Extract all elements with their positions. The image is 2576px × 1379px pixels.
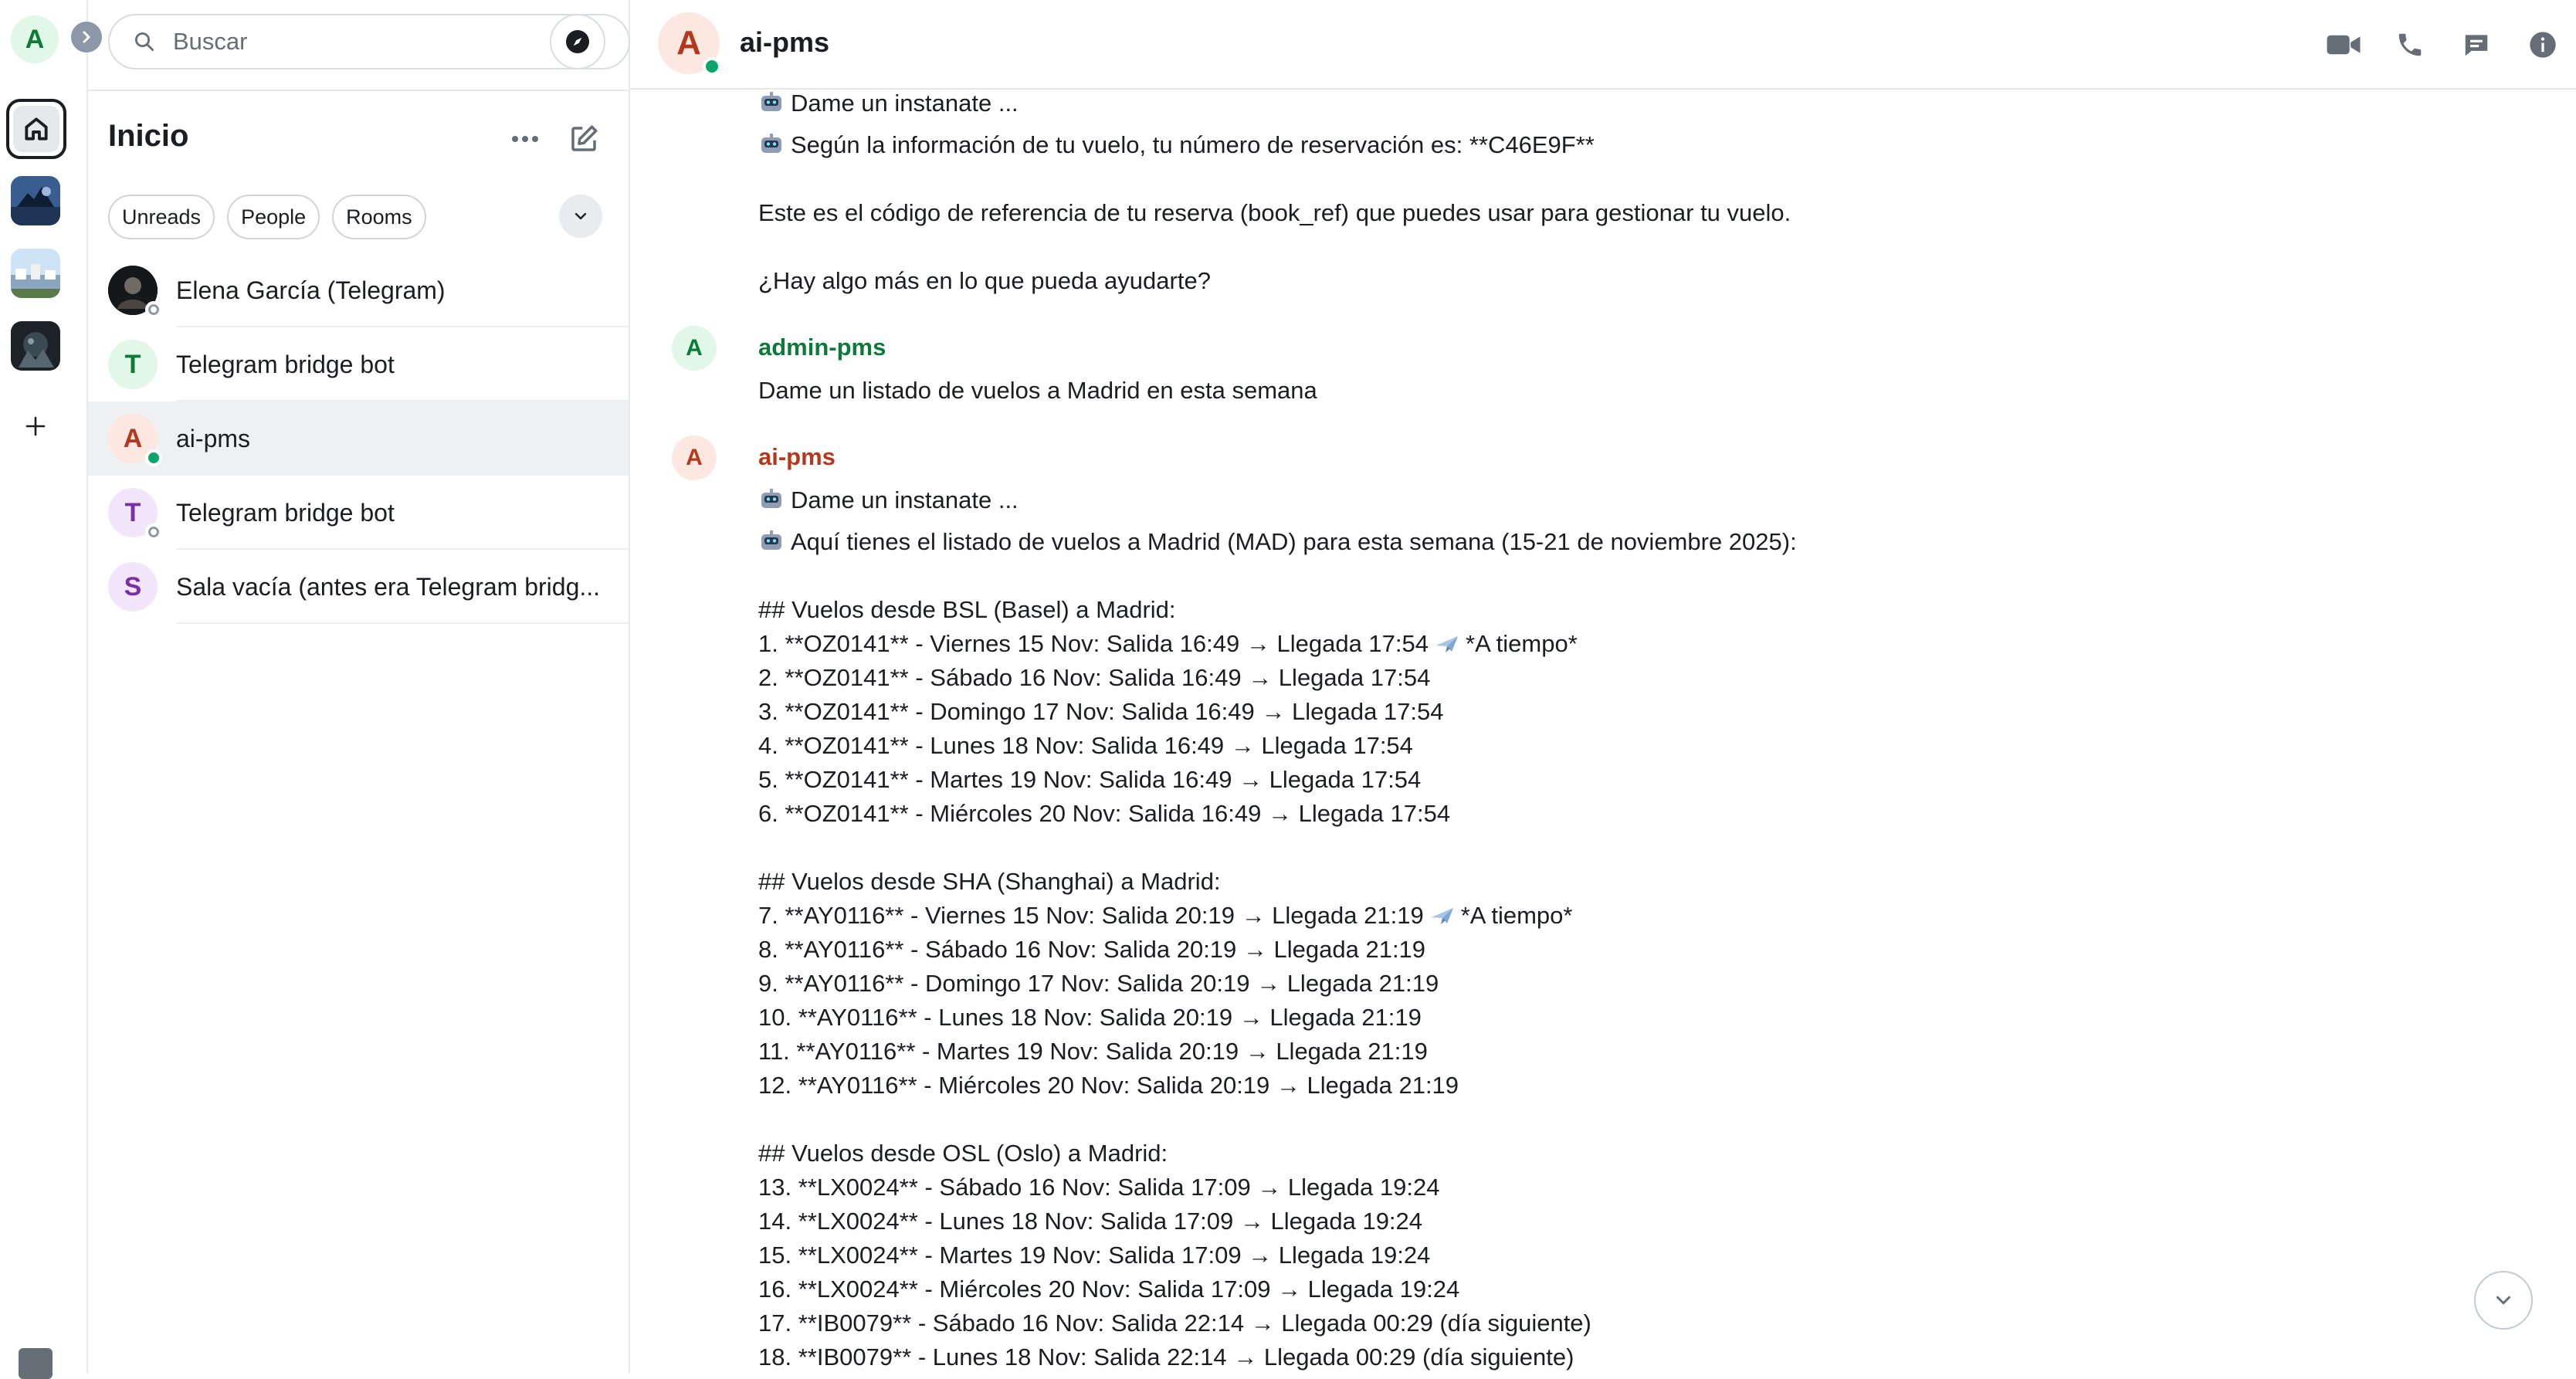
compose-button[interactable]: [564, 119, 604, 159]
message-text: Dame un instanate ...: [791, 90, 1019, 117]
message-text: 11. **AY0116** - Martes 19 Nov: Salida 20:19 → Llegada 21:19: [758, 1038, 1428, 1065]
message-text: 16. **LX0024** - Miércoles 20 Nov: Salida 17:09 → Llegada 19:24: [758, 1276, 1460, 1303]
voice-call-button[interactable]: [2377, 22, 2443, 68]
message-text: 12. **AY0116** - Miércoles 20 Nov: Salida 20:19 → Llegada 21:19: [758, 1072, 1459, 1099]
room-name: Sala vacía (antes era Telegram bridg...: [176, 572, 601, 601]
sender-avatar[interactable]: A: [672, 326, 717, 371]
airplane-emoji-icon: [1433, 632, 1461, 655]
room-list-options-button[interactable]: [505, 119, 545, 159]
message-text: Aquí tienes el listado de vuelos a Madrid (MAD) para esta semana (15-21 de noviembre 2025):: [791, 528, 1797, 555]
robot-emoji-icon: [758, 91, 785, 114]
room-list-panel: [88, 0, 630, 1373]
message-text: 4. **OZ0141** - Lunes 18 Nov: Salida 16:49 → Llegada 17:54: [758, 732, 1413, 759]
room-avatar: [108, 414, 158, 463]
video-call-button[interactable]: [2310, 22, 2377, 68]
room-list-header: [88, 90, 630, 181]
presence-online-indicator: [703, 57, 721, 76]
space-image-icon: [11, 176, 60, 225]
message-text: ## Vuelos desde SHA (Shanghai) a Madrid:: [758, 868, 1221, 895]
plus-icon: [25, 416, 46, 436]
message-text: 5. **OZ0141** - Martes 19 Nov: Salida 16:49 → Llegada 17:54: [758, 766, 1422, 793]
room-item-selected[interactable]: [88, 402, 629, 476]
presence-online-indicator: [145, 449, 162, 466]
threads-button[interactable]: [2443, 22, 2510, 68]
compose-icon: [568, 123, 600, 155]
room-item[interactable]: [88, 327, 629, 402]
robot-emoji-icon: [758, 530, 785, 553]
message-text: 13. **LX0024** - Sábado 16 Nov: Salida 17:09 → Llegada 19:24: [758, 1174, 1440, 1201]
info-icon: [2527, 29, 2558, 60]
sender-avatar[interactable]: A: [672, 435, 717, 480]
filter-people[interactable]: People: [227, 195, 320, 239]
message-line: [758, 130, 1595, 161]
room-avatar: [108, 488, 158, 537]
filter-unreads[interactable]: Unreads: [108, 195, 215, 239]
create-space-button[interactable]: [19, 409, 53, 443]
message-text: ## Vuelos desde OSL (Oslo) a Madrid:: [758, 1140, 1168, 1167]
room-name: ai-pms: [176, 424, 251, 452]
room-list: [88, 253, 629, 624]
space-avatar-2[interactable]: [11, 249, 60, 298]
message-text: Este es el código de referencia de tu reserva (book_ref) que puedes usar para gestionar tu vuelo.: [758, 199, 1791, 226]
chevron-right-icon: [79, 29, 94, 45]
robot-emoji-icon: [758, 133, 785, 156]
space-bar: [0, 0, 88, 1373]
message-text: Dame un listado de vuelos a Madrid en esta semana: [758, 377, 1317, 404]
space-image-icon: [11, 249, 60, 298]
sender-name[interactable]: ai-pms: [758, 443, 836, 470]
room-avatar: S: [108, 562, 158, 612]
expand-filters-button[interactable]: [559, 195, 602, 238]
room-header[interactable]: [630, 0, 2576, 90]
quick-settings-button[interactable]: [19, 1348, 53, 1379]
room-avatar-letter: T: [124, 497, 141, 527]
message-text: 6. **OZ0141** - Miércoles 20 Nov: Salida 16:49 → Llegada 17:54: [758, 800, 1451, 827]
status-text: *A tiempo*: [1460, 902, 1573, 929]
video-camera-icon: [2326, 32, 2361, 58]
room-view: [630, 0, 2576, 1373]
message-text: Según la información de tu vuelo, tu número de reservación es: **C46E9F**: [791, 131, 1595, 158]
message-text: 9. **AY0116** - Domingo 17 Nov: Salida 20:19 → Llegada 21:19: [758, 970, 1439, 997]
chevron-down-icon: [2492, 1289, 2515, 1312]
home-icon: [22, 114, 51, 144]
room-avatar: T: [108, 340, 158, 389]
presence-offline-indicator: [145, 301, 162, 318]
expand-sidebar-button[interactable]: [71, 22, 102, 53]
room-header-avatar-letter: A: [676, 24, 701, 62]
message-text: 17. **IB0079** - Sábado 16 Nov: Salida 22:14 → Llegada 00:29 (día siguiente): [758, 1310, 1591, 1337]
message-text: ¿Hay algo más en lo que pueda ayudarte?: [758, 267, 1211, 294]
message-line: [758, 900, 1572, 931]
room-header-actions: [2310, 22, 2576, 68]
message-timeline[interactable]: [630, 90, 2576, 1373]
message-text: 15. **LX0024** - Martes 19 Nov: Salida 17:09 → Llegada 19:24: [758, 1242, 1431, 1269]
message-line: [758, 527, 1797, 557]
message-text: ## Vuelos desde BSL (Basel) a Madrid:: [758, 596, 1176, 623]
search-placeholder: Buscar: [173, 28, 248, 55]
compass-icon: [564, 28, 591, 56]
phone-icon: [2395, 30, 2425, 59]
message-line: [758, 629, 1578, 659]
space-home[interactable]: [6, 99, 66, 159]
more-horizontal-icon: [511, 135, 539, 143]
room-header-name[interactable]: ai-pms: [740, 26, 830, 58]
space-avatar-1[interactable]: [11, 176, 60, 225]
room-name: Elena García (Telegram): [176, 276, 446, 304]
explore-rooms-button[interactable]: [550, 14, 605, 69]
message-text: 18. **IB0079** - Lunes 18 Nov: Salida 22:14 → Llegada 00:29 (día siguiente): [758, 1343, 1574, 1371]
room-name: Telegram bridge bot: [176, 498, 395, 527]
robot-emoji-icon: [758, 488, 785, 511]
jump-to-latest-button[interactable]: [2474, 1271, 2533, 1330]
message-text: 8. **AY0116** - Sábado 16 Nov: Salida 20:19 → Llegada 21:19: [758, 936, 1426, 963]
threads-icon: [2461, 30, 2492, 59]
room-avatar: [108, 266, 158, 315]
message-text: 1. **OZ0141** - Viernes 15 Nov: Salida 16:49 → Llegada 17:54: [758, 630, 1429, 657]
message-text: 14. **LX0024** - Lunes 18 Nov: Salida 17:09 → Llegada 19:24: [758, 1208, 1423, 1235]
room-list-title: Inicio: [108, 119, 189, 153]
message-line: [758, 485, 1019, 516]
room-filters: [108, 195, 426, 239]
message-text: 3. **OZ0141** - Domingo 17 Nov: Salida 16:49 → Llegada 17:54: [758, 698, 1444, 725]
search-icon: [133, 30, 156, 53]
room-item[interactable]: [88, 550, 629, 624]
airplane-emoji-icon: [1429, 903, 1456, 927]
room-item[interactable]: [88, 253, 629, 327]
message-text: 2. **OZ0141** - Sábado 16 Nov: Salida 16:49 → Llegada 17:54: [758, 664, 1431, 691]
chevron-down-icon: [571, 207, 590, 225]
presence-offline-indicator: [145, 523, 162, 540]
user-avatar[interactable]: A: [11, 15, 59, 63]
space-image-icon: [11, 321, 60, 371]
message-text: Dame un instanate ...: [791, 486, 1019, 513]
filter-rooms[interactable]: Rooms: [332, 195, 426, 239]
room-item[interactable]: [88, 476, 629, 550]
status-text: *A tiempo*: [1466, 630, 1578, 657]
message-text: 10. **AY0116** - Lunes 18 Nov: Salida 20:19 → Llegada 21:19: [758, 1004, 1422, 1031]
message-text: 7. **AY0116** - Viernes 15 Nov: Salida 20:19 → Llegada 21:19: [758, 902, 1424, 929]
room-avatar-letter: A: [123, 423, 143, 453]
room-header-avatar[interactable]: [658, 12, 720, 74]
room-name: Telegram bridge bot: [176, 350, 395, 378]
space-avatar-3[interactable]: [11, 321, 60, 371]
room-info-button[interactable]: [2510, 22, 2576, 68]
sender-name[interactable]: admin-pms: [758, 334, 886, 361]
message-line: [758, 90, 1019, 119]
